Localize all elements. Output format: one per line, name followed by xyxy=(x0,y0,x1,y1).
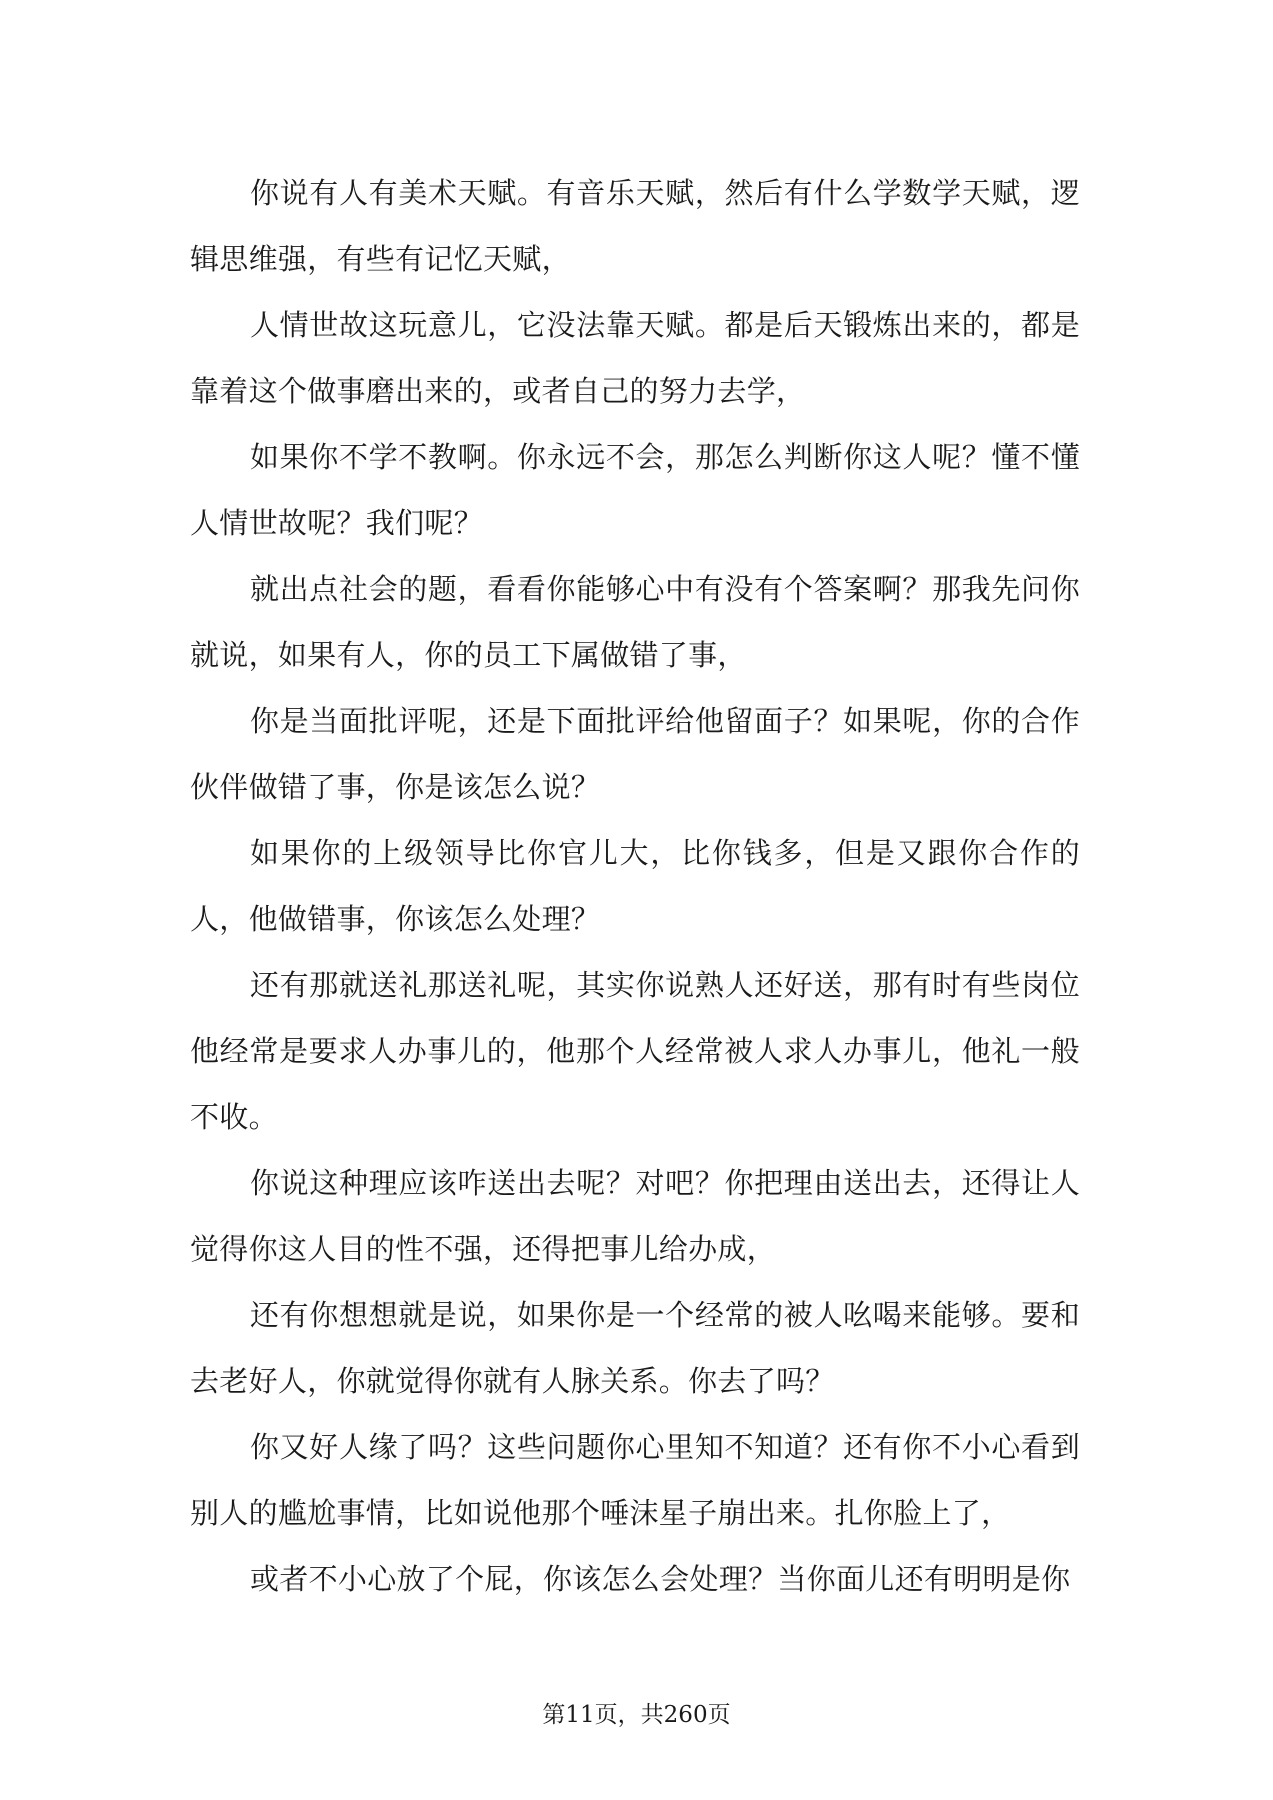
document-body xyxy=(190,160,1080,1612)
paragraph: 如果你的上级领导比你官儿大，比你钱多，但是又跟你合作的人，他做错事，你该怎么处理？ xyxy=(190,836,1080,936)
paragraph: 人情世故这玩意儿，它没法靠天赋。都是后天锻炼出来的，都是靠着这个做事磨出来的，或者自己的努力去学， xyxy=(190,308,1080,408)
paragraph: 你是当面批评呢，还是下面批评给他留面子？如果呢，你的合作伙伴做错了事，你是该怎么说？ xyxy=(190,704,1080,804)
paragraph: 如果你不学不教啊。你永远不会，那怎么判断你这人呢？懂不懂人情世故呢？我们呢？ xyxy=(190,440,1080,540)
paragraph: 你说有人有美术天赋。有音乐天赋，然后有什么学数学天赋，逻辑思维强，有些有记忆天赋， xyxy=(190,176,1080,276)
paragraph: 你说这种理应该咋送出去呢？对吧？你把理由送出去，还得让人觉得你这人目的性不强，还得把事儿给办成， xyxy=(190,1166,1080,1266)
page-number-footer: 第11页，共260页 xyxy=(542,1702,731,1728)
paragraph: 还有那就送礼那送礼呢，其实你说熟人还好送，那有时有些岗位他经常是要求人办事儿的，他那个人经常被人求人办事儿，他礼一般不收。 xyxy=(190,968,1080,1134)
paragraph: 你又好人缘了吗？这些问题你心里知不知道？还有你不小心看到别人的尴尬事情，比如说他那个唾沫星子崩出来。扎你脸上了， xyxy=(190,1430,1080,1530)
paragraph: 或者不小心放了个屁，你该怎么会处理？当你面儿还有明明是你 xyxy=(250,1562,1071,1596)
paragraph: 就出点社会的题，看看你能够心中有没有个答案啊？那我先问你就说，如果有人，你的员工下属做错了事， xyxy=(190,572,1080,672)
paragraph: 还有你想想就是说，如果你是一个经常的被人吆喝来能够。要和去老好人，你就觉得你就有人脉关系。你去了吗？ xyxy=(190,1298,1080,1398)
